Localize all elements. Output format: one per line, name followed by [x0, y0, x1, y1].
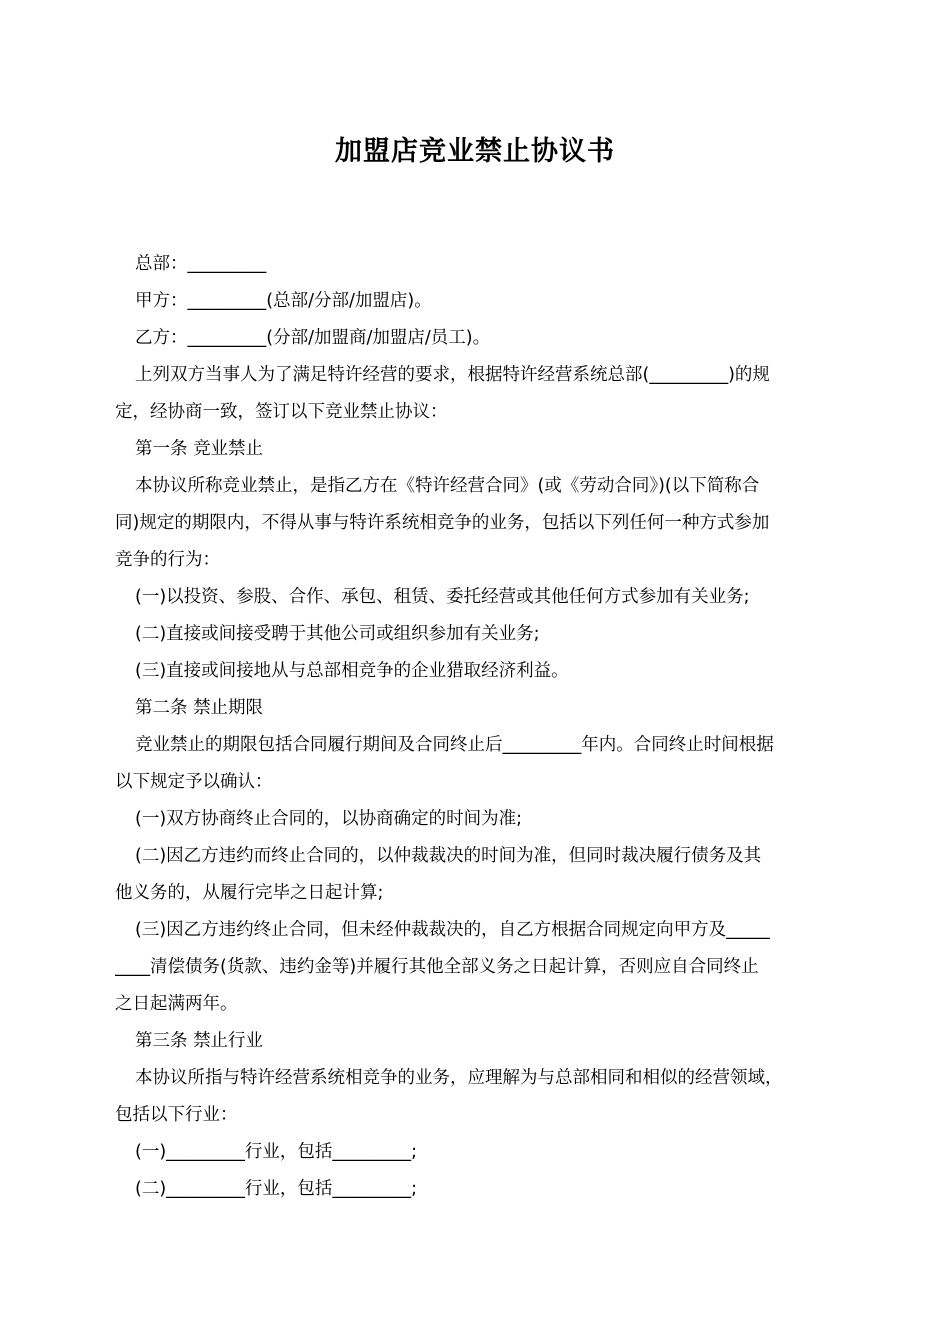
article-1-line: 竞争的行为： — [115, 550, 220, 570]
article-heading: 第一条 竞业禁止 — [135, 439, 264, 459]
document-title: 加盟店竞业禁止协议书 — [335, 136, 615, 167]
article-1-line: 本协议所称竞业禁止，是指乙方在《特许经营合同》(或《劳动合同》)(以下简称合 — [135, 476, 760, 496]
party-a-line: 甲方：_________(总部/分部/加盟店)。 — [135, 291, 432, 311]
article-1-item: (三)直接或间接地从与总部相竞争的企业猎取经济利益。 — [135, 661, 569, 681]
article-1-item: (二)直接或间接受聘于其他公司或组织参加有关业务; — [135, 624, 540, 644]
article-2-line: 竞业禁止的期限包括合同履行期间及合同终止后_________年内。合同终止时间根据 — [135, 735, 774, 755]
article-heading: 第二条 禁止期限 — [135, 698, 264, 718]
article-2-item: (一)双方协商终止合同的，以协商确定的时间为准; — [135, 809, 523, 829]
article-3-item: (二)_________行业，包括_________; — [135, 1179, 418, 1199]
article-2-line: 以下规定予以确认： — [115, 772, 273, 792]
document-body — [115, 246, 837, 1208]
article-1-item: (一)以投资、参股、合作、承包、租赁、委托经营或其他任何方式参加有关业务; — [135, 587, 750, 607]
preamble-line: 上列双方当事人为了满足特许经营的要求，根据特许经营系统总部(_________)的规 — [135, 365, 770, 385]
article-3-line: 包括以下行业： — [115, 1105, 238, 1125]
article-2-item: 他义务的，从履行完毕之日起计算; — [115, 883, 384, 903]
article-3-item: (一)_________行业，包括_________; — [135, 1142, 418, 1162]
hq-line: 总部：_________ — [135, 254, 267, 274]
article-2-item: (二)因乙方违约而终止合同的，以仲裁裁决的时间为准，但同时裁决履行债务及其 — [135, 846, 762, 866]
article-3-line: 本协议所指与特许经营系统相竞争的业务，应理解为与总部相同和相似的经营领域， — [135, 1068, 783, 1088]
article-2-item: (三)因乙方违约终止合同，但未经仲裁裁决的，自乙方根据合同规定向甲方及_____ — [135, 920, 770, 940]
article-1-line: 同)规定的期限内，不得从事与特许系统相竞争的业务，包括以下列任何一种方式参加 — [115, 513, 770, 533]
party-b-line: 乙方：_________(分部/加盟商/加盟店/员工)。 — [135, 328, 491, 348]
article-2-item: 之日起满两年。 — [115, 994, 238, 1014]
article-heading: 第三条 禁止行业 — [135, 1031, 264, 1051]
article-2-item: ____清偿债务(货款、违约金等)并履行其他全部义务之日起计算，否则应自合同终止 — [115, 957, 759, 977]
preamble-line: 定，经协商一致，签订以下竞业禁止协议： — [115, 402, 448, 422]
